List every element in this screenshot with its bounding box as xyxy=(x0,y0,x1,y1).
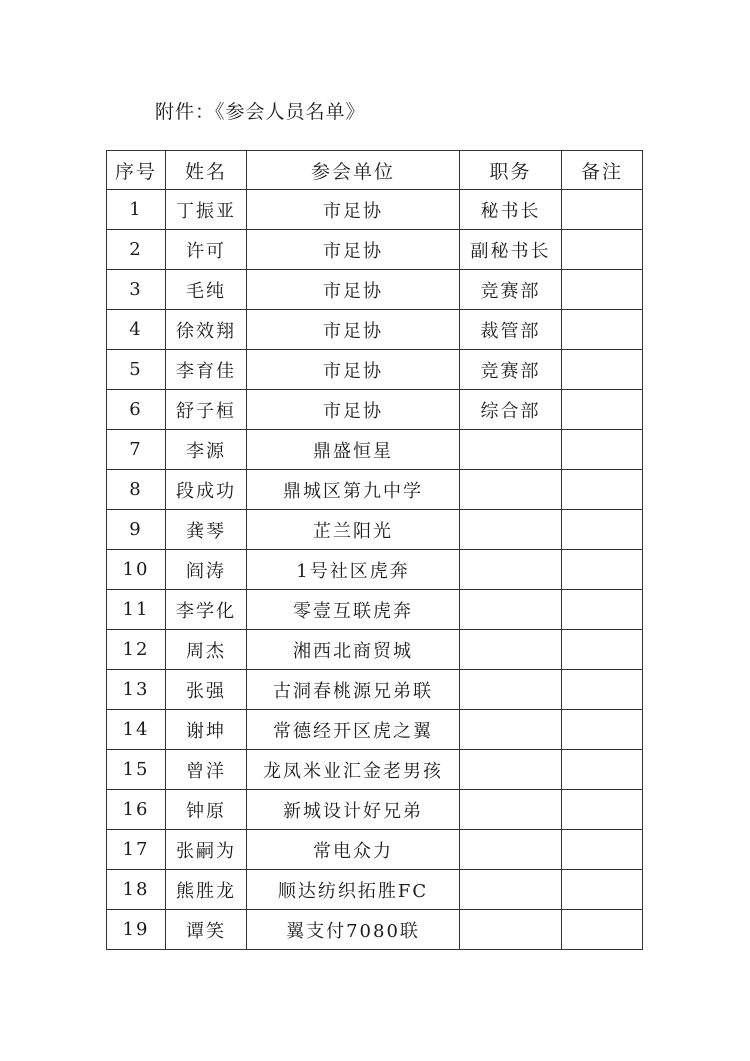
cell-remarks xyxy=(562,390,643,430)
table-row xyxy=(107,790,643,830)
cell-serial: 5 xyxy=(107,350,166,390)
cell-name: 毛纯 xyxy=(166,270,247,310)
cell-remarks xyxy=(562,430,643,470)
cell-unit: 新城设计好兄弟 xyxy=(247,790,460,830)
cell-position xyxy=(460,710,562,750)
cell-position: 秘书长 xyxy=(460,190,562,230)
cell-position xyxy=(460,870,562,910)
cell-position xyxy=(460,430,562,470)
cell-serial: 1 xyxy=(107,190,166,230)
cell-name: 熊胜龙 xyxy=(166,870,247,910)
table-row xyxy=(107,750,643,790)
cell-name: 曾洋 xyxy=(166,750,247,790)
cell-serial: 7 xyxy=(107,430,166,470)
header-serial: 序号 xyxy=(107,151,166,190)
cell-serial: 12 xyxy=(107,630,166,670)
cell-serial: 15 xyxy=(107,750,166,790)
cell-position xyxy=(460,790,562,830)
cell-remarks xyxy=(562,910,643,950)
cell-remarks xyxy=(562,550,643,590)
cell-unit: 鼎盛恒星 xyxy=(247,430,460,470)
cell-position: 竞赛部 xyxy=(460,350,562,390)
cell-remarks xyxy=(562,270,643,310)
cell-position xyxy=(460,750,562,790)
table-row xyxy=(107,910,643,950)
cell-remarks xyxy=(562,630,643,670)
cell-position xyxy=(460,670,562,710)
cell-unit: 顺达纺织拓胜FC xyxy=(247,870,460,910)
cell-unit: 古洞春桃源兄弟联 xyxy=(247,670,460,710)
cell-remarks xyxy=(562,350,643,390)
cell-position: 竞赛部 xyxy=(460,270,562,310)
cell-remarks xyxy=(562,590,643,630)
table-row xyxy=(107,550,643,590)
cell-serial: 9 xyxy=(107,510,166,550)
table-row xyxy=(107,190,643,230)
cell-serial: 13 xyxy=(107,670,166,710)
cell-unit: 零壹互联虎奔 xyxy=(247,590,460,630)
header-unit: 参会单位 xyxy=(247,151,460,190)
cell-unit: 市足协 xyxy=(247,350,460,390)
cell-unit: 湘西北商贸城 xyxy=(247,630,460,670)
cell-position xyxy=(460,630,562,670)
cell-unit: 市足协 xyxy=(247,190,460,230)
table-row xyxy=(107,830,643,870)
cell-name: 谭笑 xyxy=(166,910,247,950)
cell-position xyxy=(460,590,562,630)
cell-name: 丁振亚 xyxy=(166,190,247,230)
cell-position xyxy=(460,550,562,590)
cell-position xyxy=(460,910,562,950)
cell-name: 李育佳 xyxy=(166,350,247,390)
cell-serial: 2 xyxy=(107,230,166,270)
cell-name: 舒子桓 xyxy=(166,390,247,430)
table-row xyxy=(107,710,643,750)
cell-unit: 龙凤米业汇金老男孩 xyxy=(247,750,460,790)
cell-unit: 鼎城区第九中学 xyxy=(247,470,460,510)
cell-remarks xyxy=(562,790,643,830)
cell-name: 龚琴 xyxy=(166,510,247,550)
table-row xyxy=(107,670,643,710)
cell-remarks xyxy=(562,230,643,270)
cell-name: 谢坤 xyxy=(166,710,247,750)
cell-unit: 1号社区虎奔 xyxy=(247,550,460,590)
cell-remarks xyxy=(562,670,643,710)
cell-serial: 18 xyxy=(107,870,166,910)
cell-name: 张嗣为 xyxy=(166,830,247,870)
cell-unit: 常电众力 xyxy=(247,830,460,870)
cell-remarks xyxy=(562,870,643,910)
cell-serial: 17 xyxy=(107,830,166,870)
cell-unit: 芷兰阳光 xyxy=(247,510,460,550)
cell-remarks xyxy=(562,190,643,230)
cell-unit: 市足协 xyxy=(247,230,460,270)
table-row xyxy=(107,230,643,270)
cell-unit: 市足协 xyxy=(247,390,460,430)
cell-unit: 翼支付7080联 xyxy=(247,910,460,950)
cell-position: 综合部 xyxy=(460,390,562,430)
cell-name: 钟原 xyxy=(166,790,247,830)
cell-serial: 16 xyxy=(107,790,166,830)
cell-serial: 19 xyxy=(107,910,166,950)
cell-serial: 3 xyxy=(107,270,166,310)
cell-position: 副秘书长 xyxy=(460,230,562,270)
cell-name: 徐效翔 xyxy=(166,310,247,350)
cell-remarks xyxy=(562,510,643,550)
cell-position xyxy=(460,830,562,870)
header-position: 职务 xyxy=(460,151,562,190)
cell-position: 裁管部 xyxy=(460,310,562,350)
table-row xyxy=(107,390,643,430)
table-row xyxy=(107,430,643,470)
cell-remarks xyxy=(562,470,643,510)
table-row xyxy=(107,470,643,510)
table-row xyxy=(107,590,643,630)
cell-remarks xyxy=(562,830,643,870)
table-row xyxy=(107,870,643,910)
table-row xyxy=(107,350,643,390)
table-body xyxy=(107,190,643,950)
cell-unit: 常德经开区虎之翼 xyxy=(247,710,460,750)
cell-remarks xyxy=(562,310,643,350)
cell-name: 段成功 xyxy=(166,470,247,510)
cell-name: 周杰 xyxy=(166,630,247,670)
cell-serial: 11 xyxy=(107,590,166,630)
table-row xyxy=(107,510,643,550)
cell-serial: 14 xyxy=(107,710,166,750)
cell-name: 李学化 xyxy=(166,590,247,630)
cell-serial: 4 xyxy=(107,310,166,350)
cell-name: 张强 xyxy=(166,670,247,710)
cell-remarks xyxy=(562,750,643,790)
cell-unit: 市足协 xyxy=(247,310,460,350)
table-row xyxy=(107,310,643,350)
cell-serial: 8 xyxy=(107,470,166,510)
attachment-caption: 附件：《参会人员名单》 xyxy=(155,101,366,123)
cell-serial: 6 xyxy=(107,390,166,430)
attendee-table xyxy=(106,150,643,950)
cell-unit: 市足协 xyxy=(247,270,460,310)
table-header-row xyxy=(107,151,643,190)
cell-serial: 10 xyxy=(107,550,166,590)
cell-remarks xyxy=(562,710,643,750)
cell-name: 阎涛 xyxy=(166,550,247,590)
table-row xyxy=(107,270,643,310)
cell-name: 李源 xyxy=(166,430,247,470)
header-remarks: 备注 xyxy=(562,151,643,190)
cell-position xyxy=(460,510,562,550)
cell-position xyxy=(460,470,562,510)
table-row xyxy=(107,630,643,670)
cell-name: 许可 xyxy=(166,230,247,270)
header-name: 姓名 xyxy=(166,151,247,190)
